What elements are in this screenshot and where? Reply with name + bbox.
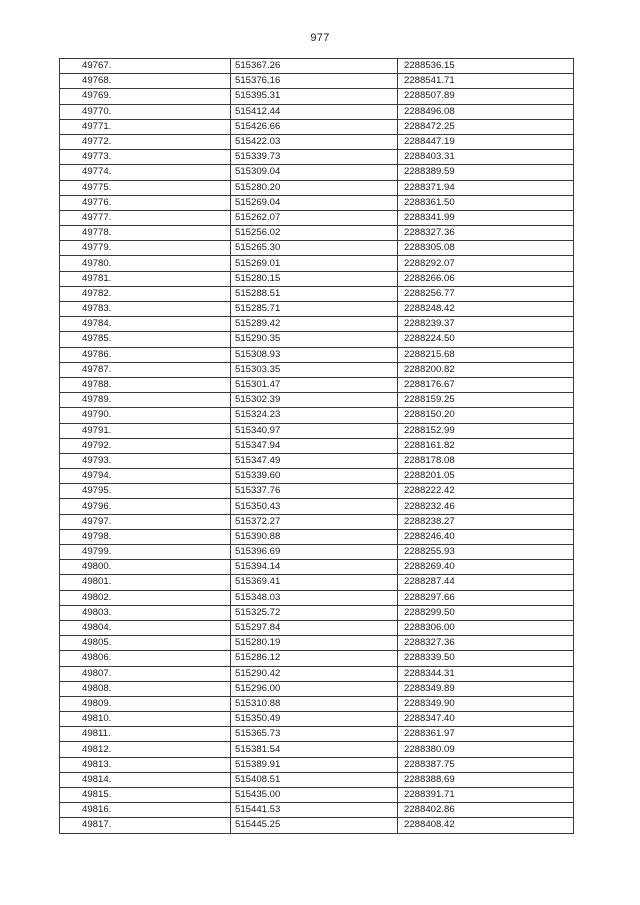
x-coordinate-cell: 515325.72 (231, 605, 398, 620)
point-number-cell: 49777. (60, 210, 231, 225)
x-coordinate-cell: 515290.35 (231, 332, 398, 347)
y-coordinate-cell: 2288472.25 (398, 119, 574, 134)
y-coordinate-cell: 2288161.82 (398, 438, 574, 453)
table-row (60, 529, 574, 544)
point-number-cell: 49774. (60, 165, 231, 180)
table-row (60, 256, 574, 271)
table-row (60, 226, 574, 241)
x-coordinate-cell: 515441.53 (231, 803, 398, 818)
point-number-cell: 49784. (60, 317, 231, 332)
table-row (60, 727, 574, 742)
y-coordinate-cell: 2288349.89 (398, 681, 574, 696)
y-coordinate-cell: 2288299.50 (398, 605, 574, 620)
coordinates-table-body (60, 59, 574, 834)
table-row (60, 59, 574, 74)
point-number-cell: 49814. (60, 772, 231, 787)
point-number-cell: 49770. (60, 104, 231, 119)
table-row (60, 74, 574, 89)
x-coordinate-cell: 515376.16 (231, 74, 398, 89)
table-row (60, 317, 574, 332)
table-row (60, 180, 574, 195)
point-number-cell: 49810. (60, 712, 231, 727)
y-coordinate-cell: 2288380.09 (398, 742, 574, 757)
x-coordinate-cell: 515302.39 (231, 393, 398, 408)
x-coordinate-cell: 515289.42 (231, 317, 398, 332)
x-coordinate-cell: 515422.03 (231, 134, 398, 149)
x-coordinate-cell: 515396.69 (231, 545, 398, 560)
y-coordinate-cell: 2288341.99 (398, 210, 574, 225)
y-coordinate-cell: 2288536.15 (398, 59, 574, 74)
x-coordinate-cell: 515303.35 (231, 362, 398, 377)
point-number-cell: 49767. (60, 59, 231, 74)
table-row (60, 134, 574, 149)
y-coordinate-cell: 2288344.31 (398, 666, 574, 681)
point-number-cell: 49816. (60, 803, 231, 818)
x-coordinate-cell: 515412.44 (231, 104, 398, 119)
table-row (60, 469, 574, 484)
x-coordinate-cell: 515445.25 (231, 818, 398, 833)
x-coordinate-cell: 515367.26 (231, 59, 398, 74)
point-number-cell: 49779. (60, 241, 231, 256)
point-number-cell: 49812. (60, 742, 231, 757)
y-coordinate-cell: 2288402.86 (398, 803, 574, 818)
table-row (60, 651, 574, 666)
x-coordinate-cell: 515269.04 (231, 195, 398, 210)
page-number: 977 (310, 32, 330, 44)
point-number-cell: 49773. (60, 150, 231, 165)
table-row (60, 362, 574, 377)
x-coordinate-cell: 515389.91 (231, 757, 398, 772)
point-number-cell: 49809. (60, 696, 231, 711)
table-row (60, 712, 574, 727)
point-number-cell: 49783. (60, 302, 231, 317)
x-coordinate-cell: 515280.15 (231, 271, 398, 286)
y-coordinate-cell: 2288361.50 (398, 195, 574, 210)
x-coordinate-cell: 515296.00 (231, 681, 398, 696)
x-coordinate-cell: 515390.88 (231, 529, 398, 544)
table-row (60, 241, 574, 256)
point-number-cell: 49813. (60, 757, 231, 772)
x-coordinate-cell: 515280.19 (231, 636, 398, 651)
y-coordinate-cell: 2288200.82 (398, 362, 574, 377)
y-coordinate-cell: 2288215.68 (398, 347, 574, 362)
x-coordinate-cell: 515348.03 (231, 590, 398, 605)
point-number-cell: 49796. (60, 499, 231, 514)
table-row (60, 347, 574, 362)
y-coordinate-cell: 2288292.07 (398, 256, 574, 271)
point-number-cell: 49811. (60, 727, 231, 742)
y-coordinate-cell: 2288371.94 (398, 180, 574, 195)
x-coordinate-cell: 515280.20 (231, 180, 398, 195)
table-row (60, 818, 574, 833)
y-coordinate-cell: 2288239.37 (398, 317, 574, 332)
table-row (60, 590, 574, 605)
x-coordinate-cell: 515286.12 (231, 651, 398, 666)
x-coordinate-cell: 515426.66 (231, 119, 398, 134)
y-coordinate-cell: 2288246.40 (398, 529, 574, 544)
point-number-cell: 49768. (60, 74, 231, 89)
y-coordinate-cell: 2288201.05 (398, 469, 574, 484)
point-number-cell: 49791. (60, 423, 231, 438)
table-row (60, 150, 574, 165)
table-row (60, 605, 574, 620)
y-coordinate-cell: 2288176.67 (398, 377, 574, 392)
point-number-cell: 49790. (60, 408, 231, 423)
point-number-cell: 49769. (60, 89, 231, 104)
point-number-cell: 49782. (60, 286, 231, 301)
table-row (60, 377, 574, 392)
x-coordinate-cell: 515265.30 (231, 241, 398, 256)
x-coordinate-cell: 515340.97 (231, 423, 398, 438)
y-coordinate-cell: 2288238.27 (398, 514, 574, 529)
x-coordinate-cell: 515350.49 (231, 712, 398, 727)
y-coordinate-cell: 2288327.36 (398, 226, 574, 241)
table-row (60, 195, 574, 210)
point-number-cell: 49817. (60, 818, 231, 833)
point-number-cell: 49800. (60, 560, 231, 575)
x-coordinate-cell: 515324.23 (231, 408, 398, 423)
y-coordinate-cell: 2288297.66 (398, 590, 574, 605)
table-row (60, 636, 574, 651)
table-row (60, 681, 574, 696)
x-coordinate-cell: 515288.51 (231, 286, 398, 301)
x-coordinate-cell: 515339.73 (231, 150, 398, 165)
x-coordinate-cell: 515408.51 (231, 772, 398, 787)
table-row (60, 423, 574, 438)
y-coordinate-cell: 2288305.08 (398, 241, 574, 256)
coordinates-table (59, 58, 574, 834)
table-row (60, 772, 574, 787)
point-number-cell: 49795. (60, 484, 231, 499)
y-coordinate-cell: 2288403.31 (398, 150, 574, 165)
x-coordinate-cell: 515347.94 (231, 438, 398, 453)
table-row (60, 89, 574, 104)
y-coordinate-cell: 2288159.25 (398, 393, 574, 408)
y-coordinate-cell: 2288287.44 (398, 575, 574, 590)
table-row (60, 514, 574, 529)
table-row (60, 757, 574, 772)
y-coordinate-cell: 2288387.75 (398, 757, 574, 772)
x-coordinate-cell: 515339.60 (231, 469, 398, 484)
y-coordinate-cell: 2288361.97 (398, 727, 574, 742)
point-number-cell: 49793. (60, 453, 231, 468)
point-number-cell: 49787. (60, 362, 231, 377)
y-coordinate-cell: 2288255.93 (398, 545, 574, 560)
y-coordinate-cell: 2288347.40 (398, 712, 574, 727)
x-coordinate-cell: 515262.07 (231, 210, 398, 225)
x-coordinate-cell: 515309.04 (231, 165, 398, 180)
x-coordinate-cell: 515372.27 (231, 514, 398, 529)
point-number-cell: 49780. (60, 256, 231, 271)
y-coordinate-cell: 2288408.42 (398, 818, 574, 833)
y-coordinate-cell: 2288222.42 (398, 484, 574, 499)
table-row (60, 210, 574, 225)
table-row (60, 666, 574, 681)
point-number-cell: 49799. (60, 545, 231, 560)
table-row (60, 803, 574, 818)
x-coordinate-cell: 515381.54 (231, 742, 398, 757)
table-row (60, 302, 574, 317)
table-row (60, 742, 574, 757)
table-row (60, 545, 574, 560)
point-number-cell: 49801. (60, 575, 231, 590)
table-row (60, 499, 574, 514)
table-row (60, 453, 574, 468)
x-coordinate-cell: 515365.73 (231, 727, 398, 742)
point-number-cell: 49789. (60, 393, 231, 408)
x-coordinate-cell: 515347.49 (231, 453, 398, 468)
point-number-cell: 49805. (60, 636, 231, 651)
table-row (60, 119, 574, 134)
point-number-cell: 49772. (60, 134, 231, 149)
x-coordinate-cell: 515285.71 (231, 302, 398, 317)
x-coordinate-cell: 515297.84 (231, 620, 398, 635)
table-row (60, 560, 574, 575)
point-number-cell: 49806. (60, 651, 231, 666)
y-coordinate-cell: 2288306.00 (398, 620, 574, 635)
y-coordinate-cell: 2288256.77 (398, 286, 574, 301)
table-row (60, 286, 574, 301)
y-coordinate-cell: 2288447.19 (398, 134, 574, 149)
x-coordinate-cell: 515308.93 (231, 347, 398, 362)
table-row (60, 332, 574, 347)
table-row (60, 484, 574, 499)
y-coordinate-cell: 2288388.69 (398, 772, 574, 787)
y-coordinate-cell: 2288266.06 (398, 271, 574, 286)
point-number-cell: 49804. (60, 620, 231, 635)
y-coordinate-cell: 2288349.90 (398, 696, 574, 711)
y-coordinate-cell: 2288248.42 (398, 302, 574, 317)
point-number-cell: 49781. (60, 271, 231, 286)
y-coordinate-cell: 2288541.71 (398, 74, 574, 89)
table-row (60, 408, 574, 423)
x-coordinate-cell: 515435.00 (231, 788, 398, 803)
point-number-cell: 49776. (60, 195, 231, 210)
x-coordinate-cell: 515394.14 (231, 560, 398, 575)
point-number-cell: 49794. (60, 469, 231, 484)
table-row (60, 788, 574, 803)
point-number-cell: 49802. (60, 590, 231, 605)
point-number-cell: 49788. (60, 377, 231, 392)
x-coordinate-cell: 515395.31 (231, 89, 398, 104)
point-number-cell: 49775. (60, 180, 231, 195)
point-number-cell: 49778. (60, 226, 231, 241)
y-coordinate-cell: 2288389.59 (398, 165, 574, 180)
y-coordinate-cell: 2288224.50 (398, 332, 574, 347)
table-row (60, 165, 574, 180)
point-number-cell: 49797. (60, 514, 231, 529)
point-number-cell: 49808. (60, 681, 231, 696)
table-row (60, 696, 574, 711)
x-coordinate-cell: 515301.47 (231, 377, 398, 392)
table-row (60, 104, 574, 119)
table-row (60, 393, 574, 408)
table-row (60, 438, 574, 453)
x-coordinate-cell: 515369.41 (231, 575, 398, 590)
y-coordinate-cell: 2288339.50 (398, 651, 574, 666)
y-coordinate-cell: 2288232.46 (398, 499, 574, 514)
y-coordinate-cell: 2288152.99 (398, 423, 574, 438)
point-number-cell: 49815. (60, 788, 231, 803)
x-coordinate-cell: 515256.02 (231, 226, 398, 241)
point-number-cell: 49807. (60, 666, 231, 681)
table-row (60, 620, 574, 635)
y-coordinate-cell: 2288391.71 (398, 788, 574, 803)
point-number-cell: 49798. (60, 529, 231, 544)
x-coordinate-cell: 515337.76 (231, 484, 398, 499)
point-number-cell: 49785. (60, 332, 231, 347)
table-row (60, 575, 574, 590)
y-coordinate-cell: 2288496.08 (398, 104, 574, 119)
table-row (60, 271, 574, 286)
x-coordinate-cell: 515269.01 (231, 256, 398, 271)
y-coordinate-cell: 2288327.36 (398, 636, 574, 651)
x-coordinate-cell: 515310.88 (231, 696, 398, 711)
point-number-cell: 49803. (60, 605, 231, 620)
x-coordinate-cell: 515290.42 (231, 666, 398, 681)
point-number-cell: 49771. (60, 119, 231, 134)
x-coordinate-cell: 515350.43 (231, 499, 398, 514)
y-coordinate-cell: 2288507.89 (398, 89, 574, 104)
point-number-cell: 49786. (60, 347, 231, 362)
y-coordinate-cell: 2288178.08 (398, 453, 574, 468)
point-number-cell: 49792. (60, 438, 231, 453)
y-coordinate-cell: 2288269.40 (398, 560, 574, 575)
y-coordinate-cell: 2288150.20 (398, 408, 574, 423)
